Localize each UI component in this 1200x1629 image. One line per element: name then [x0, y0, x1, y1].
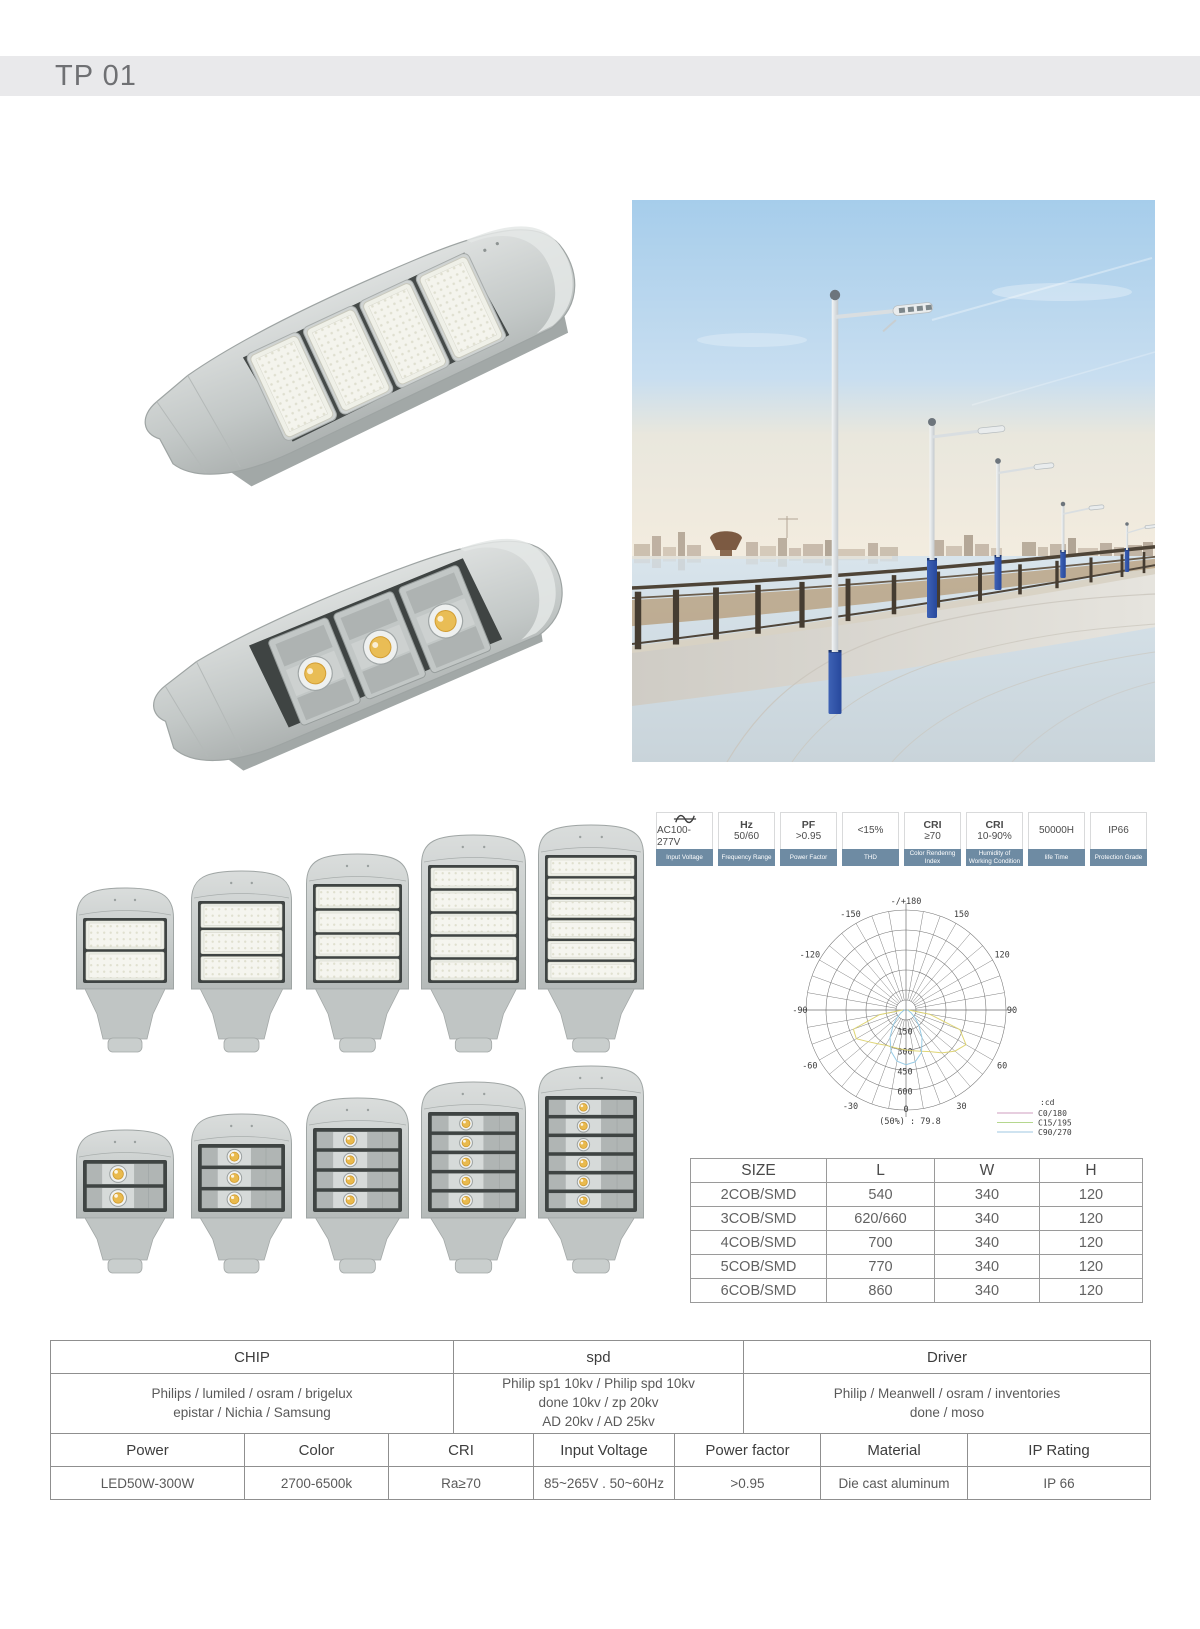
table-row [691, 1279, 1143, 1303]
table-row [691, 1207, 1143, 1231]
svg-text:600: 600 [897, 1087, 913, 1098]
table-cell: Ra≥70 [389, 1467, 534, 1500]
street-light-smd-5-module [420, 831, 527, 1055]
badge-line2: 10-90% [977, 831, 1012, 842]
street-light-cob-2-module [75, 1126, 175, 1276]
table-cell: Die cast aluminum [821, 1467, 968, 1500]
svg-text:-/+180: -/+180 [890, 897, 922, 907]
header-bar [0, 56, 1200, 96]
badge-line2: 50/60 [733, 831, 760, 842]
svg-text:-30: -30 [842, 1102, 859, 1113]
table-cell: 770 [827, 1255, 935, 1279]
badge-value [1090, 812, 1147, 849]
street-light-cob-4-module [305, 1094, 410, 1276]
table-cell: Philip / Meanwell / osram / inventories done / moso [744, 1374, 1151, 1434]
table-cell: 2COB/SMD [691, 1183, 827, 1207]
svg-text:C15/195: C15/195 [1038, 1118, 1072, 1128]
badge-label: Color Rendenng Index [904, 849, 961, 866]
svg-text:(50%) : 79.8: (50%) : 79.8 [879, 1117, 941, 1127]
badge-label: Input Voltage [656, 849, 713, 866]
table-header-cell: L [827, 1159, 935, 1183]
table-cell: >0.95 [675, 1467, 821, 1500]
street-light-smd-6-module [537, 821, 645, 1055]
size-table-grid [690, 1158, 1143, 1303]
street-light-cob-3-module [190, 1110, 293, 1276]
size-table [690, 1158, 1143, 1303]
table-header-row [51, 1341, 1151, 1374]
table-cell: 120 [1040, 1207, 1143, 1231]
hero-product-cob-render [100, 496, 570, 776]
table-row [691, 1231, 1143, 1255]
badge-line1: PF [801, 819, 816, 831]
table-header-cell: Power [51, 1434, 245, 1467]
svg-text:90: 90 [1006, 1006, 1018, 1016]
badge-line2: AC100-277V [657, 825, 691, 848]
badge-value [718, 812, 775, 849]
table-header-cell: CHIP [51, 1341, 454, 1374]
spec-badge [1028, 812, 1085, 866]
table-header-cell: W [935, 1159, 1040, 1183]
svg-text:-60: -60 [802, 1061, 818, 1072]
badge-line2: >0.95 [795, 831, 822, 842]
table-cell: Philips / lumiled / osram / brigelux epistar / Nichia / Samsung [51, 1374, 454, 1434]
hero-product-smd-render [95, 188, 615, 488]
badge-value [780, 812, 837, 849]
table-cell: 4COB/SMD [691, 1231, 827, 1255]
light-distribution-chart [744, 862, 1164, 1144]
table-cell: Philip sp1 10kv / Philip spd 10kv done 10kv / zp 20kv AD 20kv / AD 25kv [454, 1374, 744, 1434]
installation-photo [632, 200, 1155, 762]
badge-value [842, 812, 899, 849]
table-cell: 540 [827, 1183, 935, 1207]
badge-line1: CRI [985, 819, 1004, 831]
spec-badge [780, 812, 837, 866]
spec-badge-row [656, 812, 1147, 866]
svg-text:300: 300 [897, 1047, 913, 1058]
spec-badge [966, 812, 1023, 866]
spec-badge [656, 812, 713, 866]
table-cell: 120 [1040, 1183, 1143, 1207]
svg-text:C0/180: C0/180 [1038, 1109, 1067, 1118]
table-cell: LED50W-300W [51, 1467, 245, 1500]
badge-line2: ≥70 [924, 831, 941, 842]
svg-text:30: 30 [956, 1102, 967, 1113]
badge-line2: <15% [857, 825, 884, 836]
street-light-smd-2-module [75, 884, 175, 1055]
svg-text:60: 60 [997, 1061, 1008, 1072]
badge-label: Frequency Range [718, 849, 775, 866]
table-cell: 85~265V . 50~60Hz [534, 1467, 675, 1500]
table-header-cell: H [1040, 1159, 1143, 1183]
badge-line2: IP66 [1108, 825, 1129, 836]
table-header-cell: Driver [744, 1341, 1151, 1374]
badge-line2: 50000H [1038, 825, 1075, 836]
badge-label: Humidity of Working Condition [966, 849, 1023, 866]
spec-badge [718, 812, 775, 866]
table-cell: IP 66 [968, 1467, 1151, 1500]
svg-text:C90/270: C90/270 [1038, 1128, 1072, 1137]
spec-badge [904, 812, 961, 866]
table-header-cell: Color [245, 1434, 389, 1467]
table-header-cell: Input Voltage [534, 1434, 675, 1467]
badge-value [656, 812, 713, 849]
table-cell: 340 [935, 1183, 1040, 1207]
table-cell: 120 [1040, 1231, 1143, 1255]
street-light-cob-6-module [537, 1062, 645, 1276]
table-header-cell: SIZE [691, 1159, 827, 1183]
table-cell: 340 [935, 1207, 1040, 1231]
badge-label: THD [842, 849, 899, 866]
table-header-cell: IP Rating [968, 1434, 1151, 1467]
table-cell: 340 [935, 1231, 1040, 1255]
street-light-cob-5-module [420, 1078, 527, 1276]
svg-text:150: 150 [897, 1027, 913, 1038]
svg-text:-120: -120 [799, 950, 821, 961]
svg-text:150: 150 [953, 909, 970, 920]
table-cell: 860 [827, 1279, 935, 1303]
page-title: TP 01 [55, 59, 137, 92]
table-row [691, 1255, 1143, 1279]
svg-text:450: 450 [897, 1067, 913, 1078]
table-header-cell: CRI [389, 1434, 534, 1467]
table-row [51, 1374, 1151, 1434]
sine-wave-icon [671, 813, 699, 825]
spec-badge [842, 812, 899, 866]
badge-value [966, 812, 1023, 849]
table-header-cell: spd [454, 1341, 744, 1374]
svg-text:-150: -150 [840, 909, 861, 920]
table-cell: 3COB/SMD [691, 1207, 827, 1231]
table-header-cell: Power factor [675, 1434, 821, 1467]
table-header-cell: Material [821, 1434, 968, 1467]
table-cell: 620/660 [827, 1207, 935, 1231]
badge-value [1028, 812, 1085, 849]
table-cell: 340 [935, 1255, 1040, 1279]
svg-text::cd: :cd [1040, 1098, 1055, 1107]
badge-line1: CRI [923, 819, 942, 831]
table-row [691, 1183, 1143, 1207]
spec-table-bottom [50, 1433, 1151, 1500]
table-header-row [51, 1434, 1151, 1467]
table-cell: 5COB/SMD [691, 1255, 827, 1279]
spec-badge [1090, 812, 1147, 866]
badge-line1: Hz [740, 819, 753, 831]
table-header-row [691, 1159, 1143, 1183]
table-cell: 700 [827, 1231, 935, 1255]
table-cell: 6COB/SMD [691, 1279, 827, 1303]
badge-value [904, 812, 961, 849]
svg-text:0: 0 [903, 1105, 909, 1115]
badge-label: Power Factor [780, 849, 837, 866]
table-cell: 340 [935, 1279, 1040, 1303]
street-light-smd-3-module [190, 867, 293, 1055]
badge-label: life Time [1028, 849, 1085, 866]
street-light-smd-4-module [305, 850, 410, 1055]
badge-label: Protection Grade [1090, 849, 1147, 866]
table-cell: 120 [1040, 1279, 1143, 1303]
spec-table-top [50, 1340, 1151, 1434]
svg-text:-90: -90 [792, 1006, 808, 1016]
svg-text:120: 120 [994, 950, 1010, 961]
spec-table [50, 1340, 1151, 1500]
table-cell: 120 [1040, 1255, 1143, 1279]
table-cell: 2700-6500k [245, 1467, 389, 1500]
table-row [51, 1467, 1151, 1500]
